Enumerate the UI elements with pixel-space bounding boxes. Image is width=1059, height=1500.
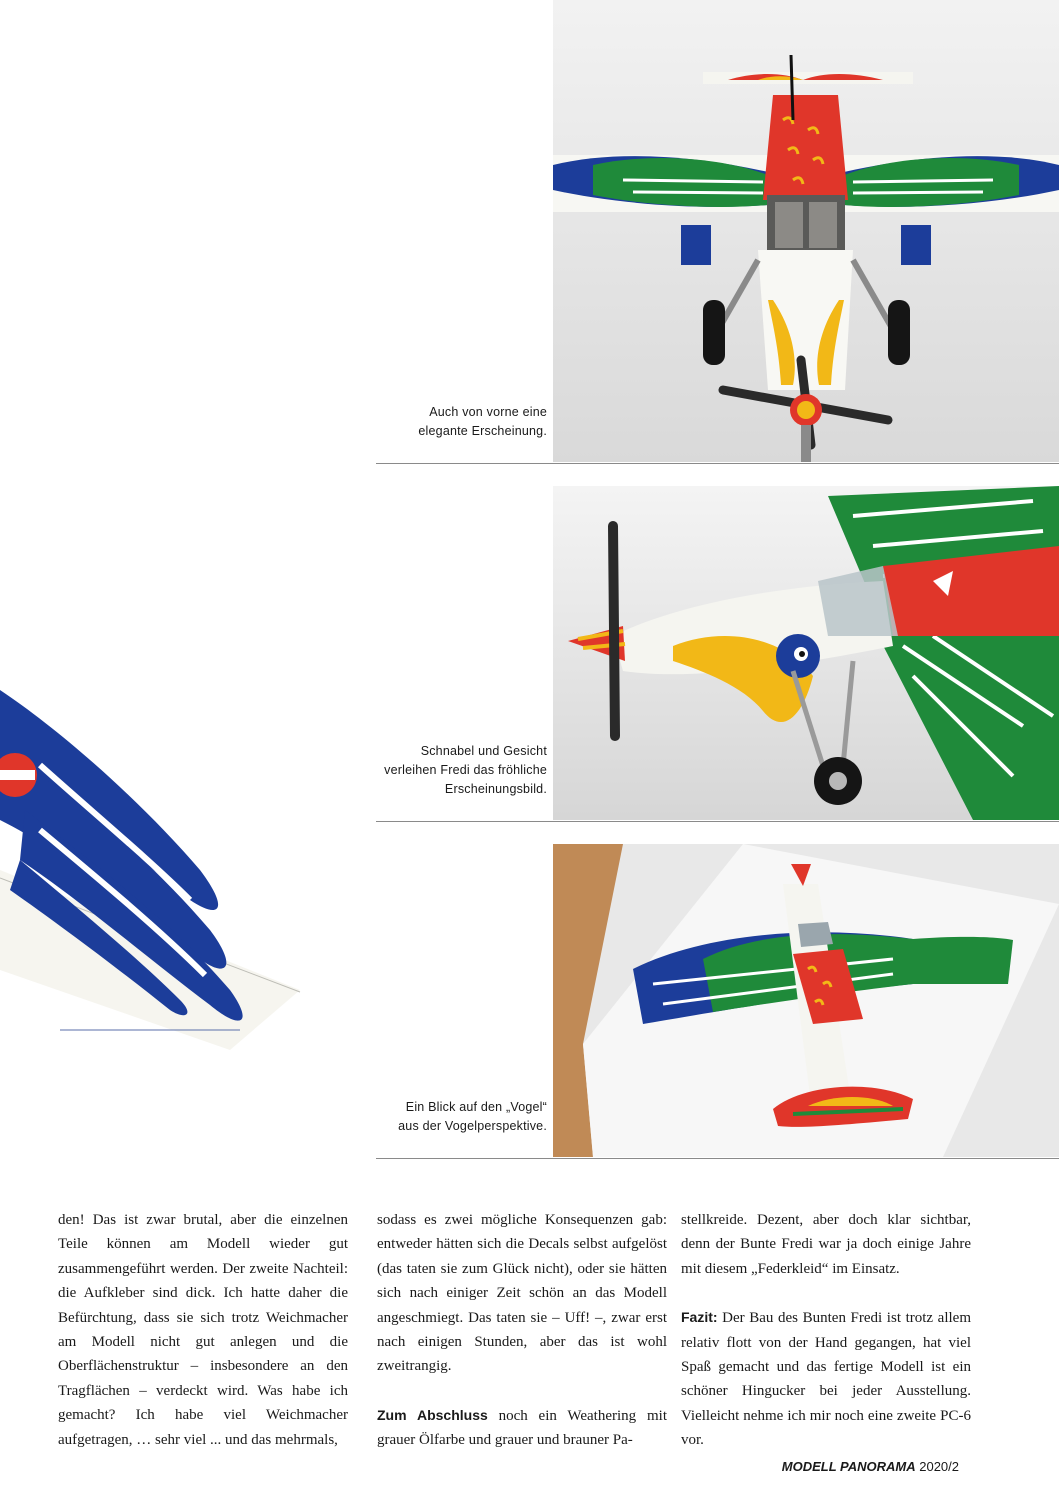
caption-line: Schnabel und Gesicht — [420, 744, 547, 758]
paragraph-text: Der Bau des Bunten Fredi ist trotz allem relativ flott von der Hand gegangen, hat viel Spaß gemacht und das fertige Modell ist ein schöner Hingucker bei jeder Ausstellung. Vielleicht nehme ich mir noch eine zweite PC-6 vor. — [681, 1310, 971, 1449]
page-footer — [782, 1459, 959, 1474]
article-column-1 — [58, 1208, 348, 1452]
paragraph-lead: Fazit: — [681, 1309, 718, 1326]
paragraph-text: noch ein Weathering mit grauer Ölfarbe und grauer und brauner Pa- — [377, 1407, 667, 1449]
side-view-caption — [347, 742, 547, 799]
divider-line — [376, 1158, 1059, 1159]
paragraph-lead: Zum Abschluss — [377, 1406, 488, 1423]
caption-line: Auch von vorne eine — [429, 405, 547, 419]
article-column-2 — [377, 1208, 667, 1453]
top-view-photo — [553, 844, 1059, 1157]
divider-line — [376, 463, 1059, 464]
article-column-3 — [681, 1208, 971, 1453]
caption-line: elegante Erscheinung. — [418, 424, 547, 438]
divider-line — [376, 821, 1059, 822]
caption-line: aus der Vogelperspektive. — [398, 1119, 547, 1133]
issue-number: 2020/2 — [919, 1459, 959, 1474]
wing-decal-photo — [0, 670, 320, 1090]
caption-line: Erscheinungsbild. — [444, 782, 547, 796]
caption-line: verleihen Fredi das fröhliche — [384, 763, 547, 777]
top-view-caption — [347, 1098, 547, 1136]
paragraph: den! Das ist zwar brutal, aber die einzelnen Teile können am Modell wieder gut zusammengeführt werden. Der zweite Nachteil: die Aufkleber sind dick. Ich hatte daher die Befürchtung, dass sie sich trotz Weichmacher am Modell nicht gut anlegen und die Oberflächenstruktur – insbesondere an den Tragflächen – verdeckt wird. Was habe ich gemacht? Ich habe viel Weichmacher aufgetragen, … sehr viel ... und das mehrmals, — [58, 1212, 348, 1448]
side-view-photo — [553, 486, 1059, 820]
front-view-photo — [553, 0, 1059, 462]
paragraph: sodass es zwei mögliche Konsequenzen gab: entweder hätten sich die Decals selbst aufgelöst (das taten sie zum Glück nicht), oder sie hätten sich nach einiger Zeit schön an das Modell angeschmiegt. Das taten sie – Uff! –, zwar erst nach einigen Stunden, aber das ist wohl zweitrangig. — [377, 1212, 667, 1375]
magazine-name: MODELL PANORAMA — [781, 1459, 916, 1474]
caption-line: Ein Blick auf den „Vogel“ — [405, 1100, 547, 1114]
front-view-caption — [347, 403, 547, 441]
paragraph — [681, 1305, 971, 1452]
paragraph — [377, 1403, 667, 1453]
paragraph: stellkreide. Dezent, aber doch klar sichtbar, denn der Bunte Fredi war ja doch einige Jahre mit diesem „Federkleid“ im Einsatz. — [681, 1212, 971, 1277]
